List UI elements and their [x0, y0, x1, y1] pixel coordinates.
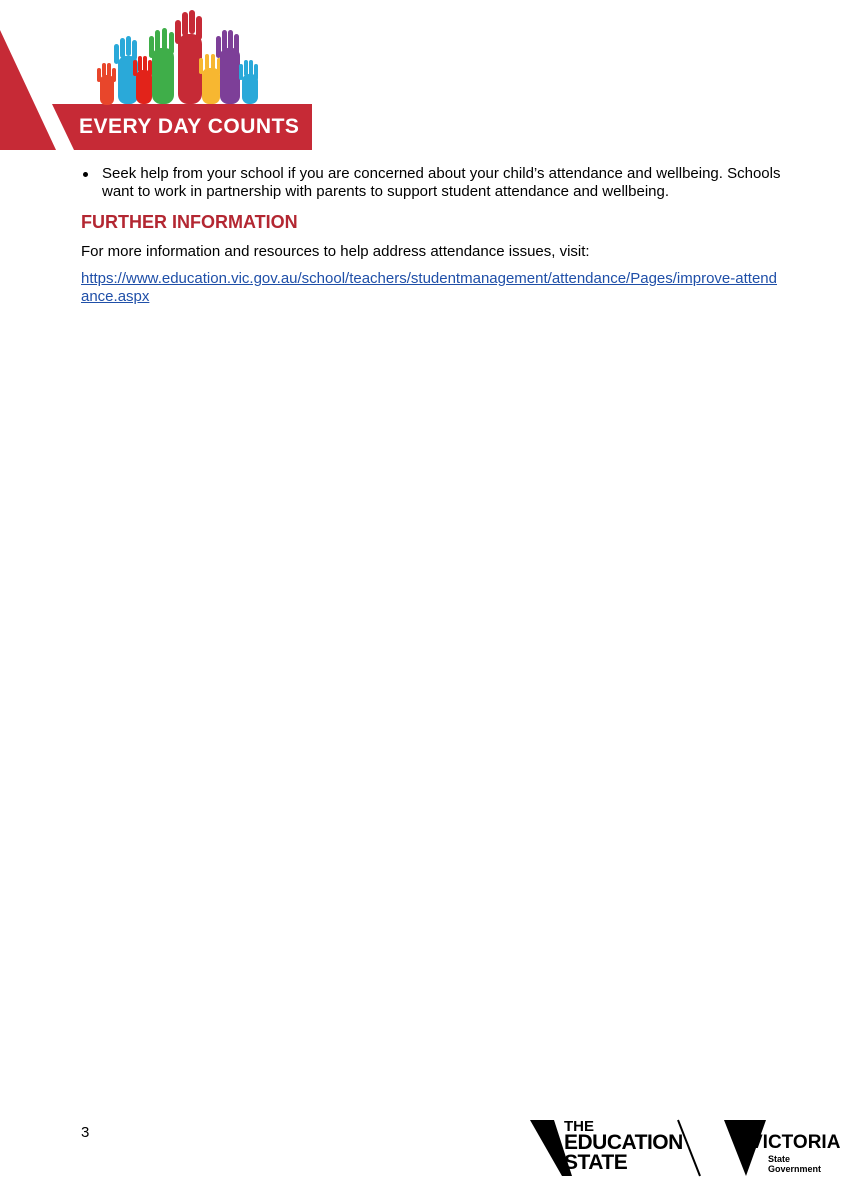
section-heading: FURTHER INFORMATION	[81, 212, 298, 232]
logo-line-education: EDUCATION	[564, 1131, 683, 1154]
victoria-name: VICTORIA	[750, 1132, 841, 1153]
banner-left-wedge	[0, 30, 56, 150]
education-state-logo	[528, 1116, 708, 1180]
document-body	[81, 165, 781, 306]
banner-title: EVERY DAY COUNTS	[79, 115, 300, 138]
every-day-counts-banner	[0, 0, 320, 160]
intro-paragraph: For more information and resources to help address attendance issues, visit:	[81, 243, 590, 260]
logo-line-state: STATE	[564, 1151, 628, 1174]
bullet-icon	[83, 172, 88, 177]
resource-link[interactable]: https://www.education.vic.gov.au/school/teachers/studentmanagement/attendance/Pages/improve-attendance.aspx	[81, 270, 777, 305]
bullet-text: Seek help from your school if you are concerned about your child’s attendance and wellbeing. Schools want to work in partnership with parents to support student attendance and wellbeing.	[102, 165, 781, 200]
victoria-sub-state: State	[768, 1154, 791, 1164]
bullet-list	[81, 165, 781, 201]
raised-hands-icon	[97, 10, 258, 105]
page-number: 3	[81, 1124, 90, 1141]
victoria-sub-government: Government	[768, 1164, 822, 1174]
victoria-government-logo	[722, 1116, 841, 1180]
logo-line-the: THE	[564, 1118, 594, 1135]
list-item	[81, 165, 781, 201]
